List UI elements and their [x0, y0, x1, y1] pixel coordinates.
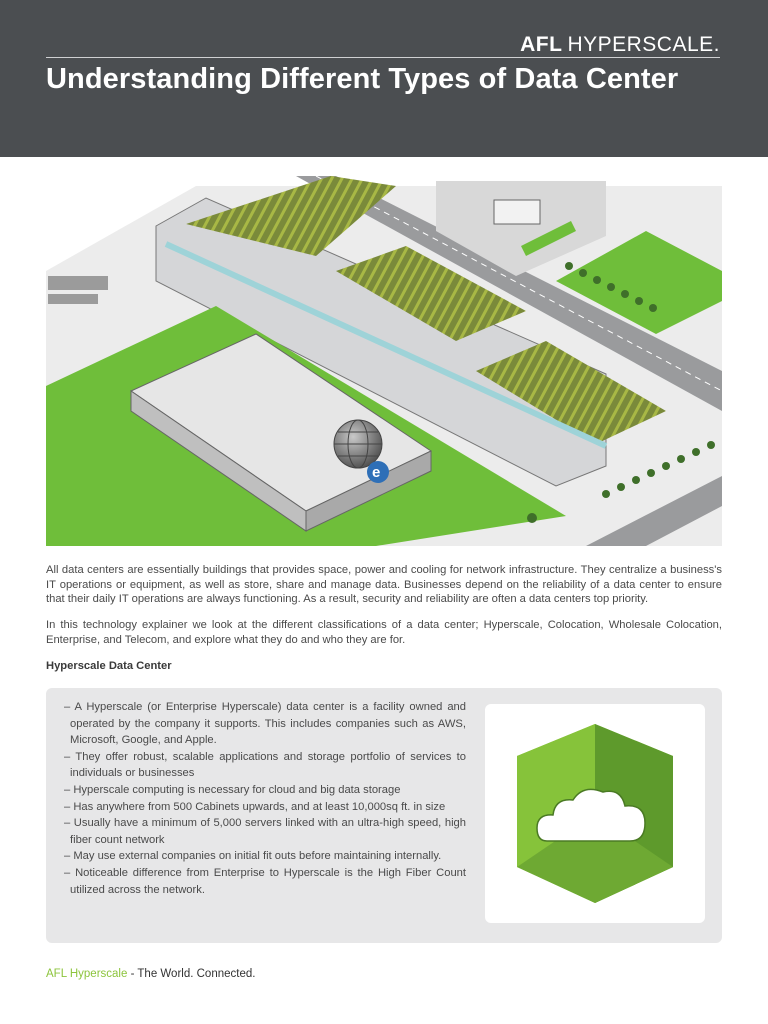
hyperscale-bullet-list: [64, 699, 466, 898]
intro-paragraph-1: All data centers are essentially buildings that provides space, power and cooling for network infrastructure. They centralize a business's IT operations or equipment, as well as store, share and manage data. Businesses depend on the reliability of a data center to ensure that their daily IT operations are always functioning. As a result, security and reliability are often a data centers top priority.: [46, 564, 722, 606]
guard-building: [494, 200, 540, 224]
bullet-item: – Usually have a minimum of 5,000 servers linked with an ultra-high speed, high fiber count network: [64, 817, 466, 846]
cloud-hexagon-icon: [485, 704, 705, 923]
bullet-item: – Hyperscale computing is necessary for cloud and big data storage: [64, 783, 401, 796]
brand-logo-afl: AFL: [520, 33, 563, 56]
brand-logo-hyperscale: HYPERSCALE.: [567, 33, 720, 56]
footer-tagline: [46, 968, 255, 980]
brand-logo: [520, 33, 720, 57]
intro-paragraph-2: In this technology explainer we look at the different classifications of a data center; Hyperscale, Colocation, Wholesale Colocation, Enterprise, and Telecom, and explore what they do and who they are for.: [46, 619, 722, 646]
footer-slogan: - The World. Connected.: [127, 968, 256, 980]
cloud-icon-card: [485, 704, 705, 923]
bullet-item: – They offer robust, scalable applications and storage portfolio of services to individuals or businesses: [64, 750, 466, 780]
section-heading: Hyperscale Data Center: [46, 660, 172, 672]
hyperscale-info-panel: [46, 688, 722, 943]
svg-text:e: e: [372, 464, 381, 481]
bullet-item: – A Hyperscale (or Enterprise Hyperscale) data center is a facility owned and operated by the company it supports. This includes companies such as AWS, Microsoft, Google, and Apple.: [64, 701, 466, 747]
bullet-item: – May use external companies on initial fit outs before maintaining internally.: [64, 850, 442, 863]
header-band: [0, 0, 768, 157]
data-center-illustration: [46, 176, 722, 546]
header-divider: [46, 57, 720, 58]
footer-brand: AFL Hyperscale: [46, 968, 128, 980]
bullet-item: – Has anywhere from 500 Cabinets upwards, and at least 10,000sq ft. in size: [64, 800, 446, 813]
page-title: Understanding Different Types of Data Center: [46, 63, 679, 95]
bullet-item: – Noticeable difference from Enterprise to Hyperscale is the High Fiber Count utilized across the network.: [64, 866, 466, 896]
